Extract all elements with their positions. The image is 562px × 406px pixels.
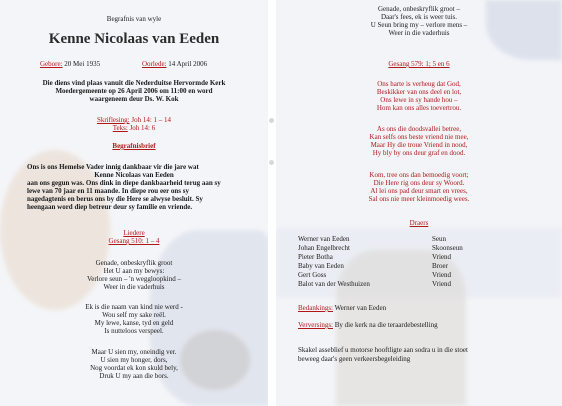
- pallbearer-role: Vriend: [432, 280, 452, 288]
- pallbearer-name: Johan Engelbrecht: [298, 244, 350, 252]
- death-date: 14 April 2006: [168, 60, 208, 68]
- acknowledgements-value: Werner van Eeden: [334, 304, 387, 312]
- hymn-line: Ons lewe in sy hande hou –: [380, 96, 458, 104]
- service-details: [0, 79, 268, 103]
- eulogy-line: nagedagtenis en berus ons by die Here se alwyse besluit. Sy: [27, 195, 203, 203]
- hymn-line: Druk U my aan die bors.: [99, 372, 169, 380]
- pallbearer-name: Balot van der Westhuizen: [298, 280, 370, 288]
- birth-label: Gebore:: [40, 60, 63, 68]
- punch-hole: [269, 160, 274, 165]
- hymn-line: My lewe, kanse, tyd en geld: [94, 319, 174, 327]
- hymn-verse: [276, 5, 562, 37]
- hymn-line: Is nutteloos verspeel.: [104, 327, 164, 335]
- hymn-line: Ons harte is verheug dat God,: [377, 80, 461, 88]
- hymn-line: Het U aan my bewys:: [103, 267, 165, 275]
- refreshments-label: Verversings:: [298, 321, 333, 329]
- hymn-line: Ek is die naam van kind nie werd -: [85, 303, 183, 311]
- eulogy-line: lewe van 70 jaar en 11 maande. In diepe rou eer ons sy: [27, 187, 189, 195]
- hymn-line: Wou self my sake reël.: [102, 311, 166, 319]
- pallbearer-role: Vriend: [432, 253, 452, 261]
- hymn-line: As ons die doodsvallei betree,: [376, 125, 462, 133]
- right-page: [276, 0, 562, 406]
- hymn-verse: [0, 303, 268, 335]
- hymn-reference: Gesang 579: 1; 5 en 6: [388, 60, 450, 68]
- hymn-line: Hy bly by ons deur graf en dood.: [372, 149, 466, 157]
- hymn-verse: [276, 171, 562, 203]
- hymn-verse: [276, 125, 562, 157]
- funeral-heading: Begrafnis van wyle: [106, 15, 162, 23]
- scripture-readings: [0, 116, 268, 132]
- scripture-reading-line: [0, 116, 268, 124]
- eulogy-line: aan ons gegun was. Ons dink in diepe dankbaarheid terug aan sy: [27, 179, 221, 187]
- hymn-line: Weer in die vaderhuis: [388, 29, 450, 37]
- refreshments-value: By die kerk na die teraardebestelling: [334, 321, 438, 329]
- eulogy-line: Ons is ons Hemelse Vader innig dankbaar vir die jare wat: [27, 163, 199, 171]
- service-line: Die diens vind plaas vanuit die Nederduitse Hervormde Kerk: [42, 79, 226, 87]
- hymn-line: Die Here rig ons deur sy Woord.: [373, 179, 465, 187]
- song-reference: Gesang 510: 1 – 4: [108, 237, 160, 245]
- left-page: [0, 0, 268, 406]
- death-line: [142, 60, 207, 68]
- hymn-verse: [0, 259, 268, 291]
- procession-notice-line: beweeg daar's geen verkeersbegeleiding: [298, 355, 411, 363]
- deceased-name: Kenne Nicolaas van Eeden: [48, 31, 220, 47]
- pallbearer-name: Baby van Eeden: [298, 262, 344, 270]
- hymn-line: Hom kan ons alles toevertrou.: [376, 104, 462, 112]
- pallbearer-name: Pieter Botha: [298, 253, 333, 261]
- eulogy-line: Kenne Nicolaas van Eeden: [94, 171, 174, 179]
- hymn-verse: [276, 80, 562, 112]
- reading-label: Skriflesing:: [96, 116, 130, 124]
- eulogy-line: heengaan word diep betreur deur sy familie en vriende.: [27, 203, 193, 211]
- service-line: waargeneem deur Ds. W. Kok: [89, 95, 179, 103]
- procession-notice-line: Skakel asseblief u motorse hooftligte aan sodra u in die stoet: [298, 346, 468, 354]
- hymn-line: Daar's fees, ek is weer tuis.: [380, 13, 458, 21]
- hymn-line: Maar Hy die troue Vriend in nood,: [370, 141, 468, 149]
- hymn-line: Verlore seun – 'n weggloopkind –: [87, 275, 181, 283]
- songs-title: Liedere: [123, 229, 145, 237]
- death-label: Oorlede:: [142, 60, 167, 68]
- hymn-line: U Seun bring my – verlore mens –: [370, 21, 468, 29]
- pallbearer-role: Broer: [432, 262, 448, 270]
- hymn-line: Nog voordat ek kon skuld bely,: [90, 364, 178, 372]
- hymn-line: Kom, tree ons dan bemoedig voort;: [369, 171, 469, 179]
- birth-date: 20 Mei 1935: [64, 60, 101, 68]
- hymn-line: Beskikker van ons deel en lot,: [376, 88, 462, 96]
- text-label: Teks:: [112, 124, 128, 132]
- hymn-line: Sal ons nie meer kleinmoedig wees.: [368, 195, 470, 203]
- hymn-line: Genade, onbeskryflik groot: [95, 259, 173, 267]
- hymn-line: Maar U sien my, oneindig ver.: [91, 348, 177, 356]
- pallbearers-title: Draers: [409, 219, 429, 227]
- pallbearer-role: Seun: [432, 235, 446, 243]
- eulogy-title: Begrafnisbrief: [112, 142, 156, 150]
- hymn-line: Weer in die vaderhuis: [103, 283, 165, 291]
- songs-section: [0, 229, 268, 245]
- acknowledgements-label: Bedankings:: [298, 304, 333, 312]
- reading-value: Joh 14: 1 – 14: [131, 116, 172, 124]
- acknowledgements-line: [298, 304, 386, 312]
- text-value: Joh 14: 6: [129, 124, 156, 132]
- punch-hole: [269, 118, 274, 123]
- pallbearer-name: Gert Goss: [298, 271, 327, 279]
- service-line: Moedergemeente op 26 April 2006 om 11:00 en word: [55, 87, 213, 95]
- eulogy-text: [0, 163, 268, 211]
- hymn-line: Kan selfs ons beste vriend nie mee,: [369, 133, 469, 141]
- hymn-line: Genade, onbeskryflik groot –: [377, 5, 461, 13]
- birth-line: [40, 60, 100, 68]
- hymn-line: Al lei ons pad deur smart en vrees,: [370, 187, 468, 195]
- sermon-text-line: [0, 124, 268, 132]
- pallbearer-name: Werner van Eeden: [298, 235, 350, 243]
- refreshments-line: [298, 321, 438, 329]
- pallbearer-role: Vriend: [432, 271, 452, 279]
- hymn-verse: [0, 348, 268, 380]
- pallbearer-role: Skoonseun: [432, 244, 463, 252]
- page-gutter: [268, 0, 276, 406]
- hymn-line: U sien my honger, dors,: [100, 356, 168, 364]
